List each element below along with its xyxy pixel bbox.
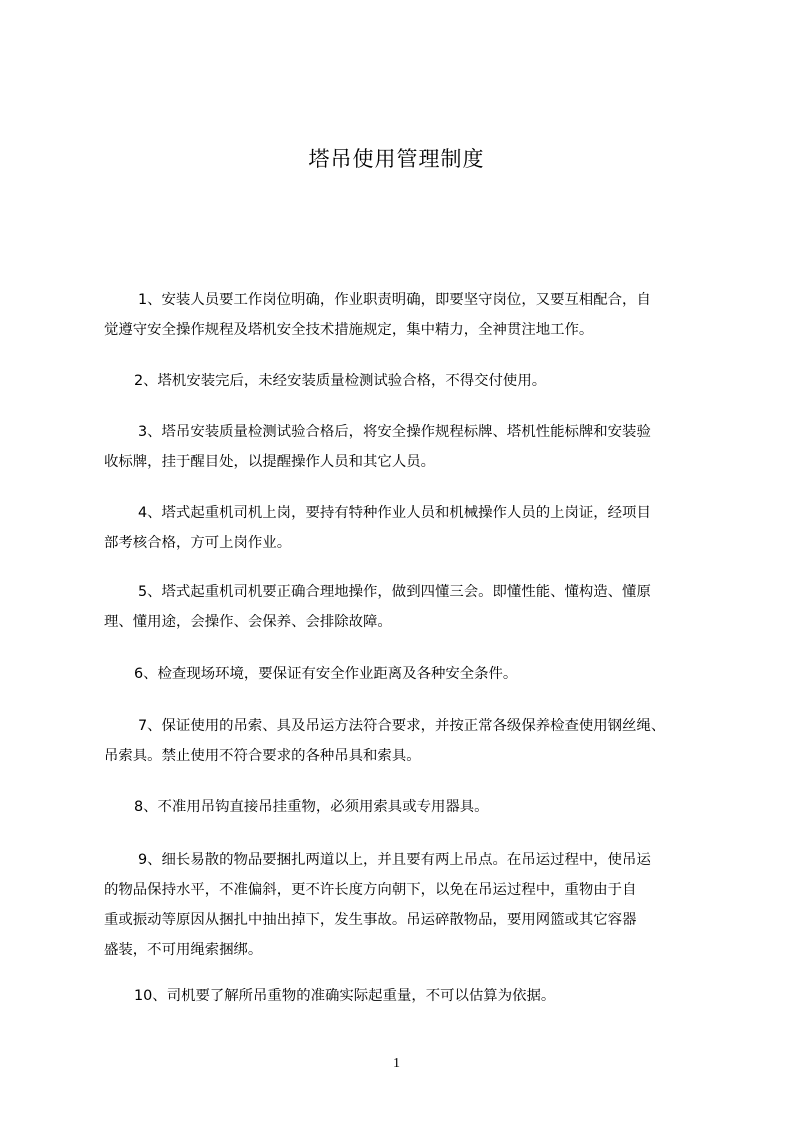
paragraph-4 (104, 498, 730, 558)
paragraph-line: 部考核合格，方可上岗作业。 (104, 535, 292, 551)
paragraph-line: 8、不准用吊钩直接吊挂重物，必须用索具或专用器具。 (134, 799, 489, 815)
paragraph-3 (104, 417, 730, 477)
paragraph-10 (104, 981, 730, 1011)
paragraph-line: 7、保证使用的吊索、具及吊运方法符合要求，并按正常各级保养检查使用钢丝绳、 (138, 718, 666, 734)
paragraph-line: 10、司机要了解所吊重物的准确实际起重量，不可以估算为依据。 (134, 988, 556, 1004)
paragraph-9 (104, 845, 730, 965)
paragraph-line: 收标牌，挂于醒目处，以提醒操作人员和其它人员。 (104, 454, 435, 470)
paragraph-line: 重或振动等原因从捆扎中抽出掉下，发生事故。吊运碎散物品，要用网篮或其它容器 (104, 912, 637, 928)
paragraph-line: 2、塔机安装完后，未经安装质量检测试验合格，不得交付使用。 (134, 373, 547, 389)
paragraph-line: 吊索具。禁止使用不符合要求的各种吊具和索具。 (104, 748, 421, 764)
paragraph-5 (104, 577, 730, 637)
paragraph-8 (104, 792, 730, 822)
page-number: 1 (393, 1056, 400, 1071)
paragraph-2 (104, 366, 730, 396)
paragraph-line: 觉遵守安全操作规程及塔机安全技术措施规定，集中精力，全神贯注地工作。 (104, 322, 594, 338)
paragraph-line: 的物品保持水平，不准偏斜，更不许长度方向朝下，以免在吊运过程中，重物由于自 (104, 882, 637, 898)
paragraph-line: 6、检查现场环境，要保证有安全作业距离及各种安全条件。 (134, 666, 518, 682)
paragraph-line: 1、安装人员要工作岗位明确，作业职责明确，即要坚守岗位，又要互相配合，自 (138, 292, 651, 308)
paragraph-1 (104, 285, 730, 345)
paragraph-line: 4、塔式起重机司机上岗，要持有特种作业人员和机械操作人员的上岗证，经项目 (138, 505, 651, 521)
paragraph-7 (104, 711, 730, 771)
paragraph-line: 理、懂用途，会操作、会保养、会排除故障。 (104, 614, 392, 630)
paragraph-line: 3、塔吊安装质量检测试验合格后，将安全操作规程标牌、塔机性能标牌和安装验 (138, 424, 651, 440)
paragraph-line: 5、塔式起重机司机要正确合理地操作，做到四懂三会。即懂性能、懂构造、懂原 (138, 584, 651, 600)
paragraph-line: 9、细长易散的物品要捆扎两道以上，并且要有两上吊点。在吊运过程中，使吊运 (138, 852, 651, 868)
paragraph-6 (104, 659, 730, 689)
paragraph-line: 盛装，不可用绳索捆绑。 (104, 942, 263, 958)
document-title: 塔吊使用管理制度 (308, 147, 485, 171)
